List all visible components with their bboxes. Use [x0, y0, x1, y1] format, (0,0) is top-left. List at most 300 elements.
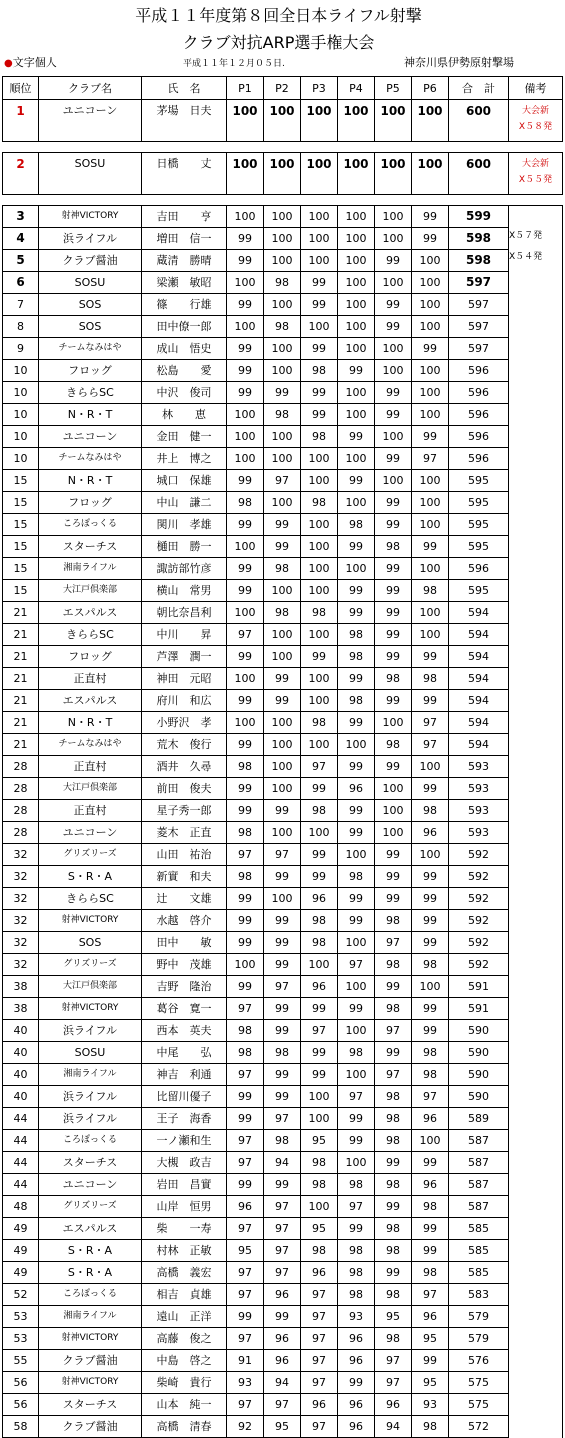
- total-cell: 590: [449, 1086, 509, 1108]
- results-table: [2, 76, 563, 1438]
- p3-cell: 100: [301, 558, 338, 580]
- total-cell: 595: [449, 580, 509, 602]
- category-badge: [4, 56, 57, 71]
- p2-cell: 97: [264, 976, 301, 998]
- p2-cell: 99: [264, 1064, 301, 1086]
- p3-cell: 100: [301, 100, 338, 142]
- rank-cell: 8: [3, 316, 39, 338]
- p1-cell: 97: [227, 844, 264, 866]
- table-row: [3, 668, 563, 690]
- p4-cell: 98: [338, 1042, 375, 1064]
- table-row: [3, 888, 563, 910]
- p4-cell: 100: [338, 448, 375, 470]
- club-cell: フロッグ: [39, 492, 142, 514]
- p2-cell: 98: [264, 1042, 301, 1064]
- p2-cell: 98: [264, 404, 301, 426]
- p6-cell: 100: [412, 382, 449, 404]
- record-note: 大会新: [521, 159, 549, 169]
- name-cell: 日橋 丈: [142, 153, 227, 195]
- table-row: [3, 426, 563, 448]
- p6-cell: 100: [412, 624, 449, 646]
- total-cell: 583: [449, 1284, 509, 1306]
- p5-cell: 100: [375, 712, 412, 734]
- club-cell: チームなみはや: [39, 734, 142, 756]
- p5-cell: 99: [375, 1042, 412, 1064]
- p2-cell: 99: [264, 998, 301, 1020]
- p6-cell: 99: [412, 426, 449, 448]
- table-row: [3, 602, 563, 624]
- p5-cell: 99: [375, 624, 412, 646]
- rank-cell: 32: [3, 888, 39, 910]
- p3-cell: 99: [301, 778, 338, 800]
- total-cell: 590: [449, 1020, 509, 1042]
- p1-cell: 99: [227, 338, 264, 360]
- p5-cell: 99: [375, 580, 412, 602]
- total-cell: 592: [449, 866, 509, 888]
- p5-cell: 98: [375, 1284, 412, 1306]
- name-cell: 井上 博之: [142, 448, 227, 470]
- table-row: [3, 822, 563, 844]
- p4-cell: 99: [338, 888, 375, 910]
- record-note: 大会新: [521, 106, 549, 116]
- remarks-cell: [509, 1372, 563, 1394]
- name-cell: 神吉 利通: [142, 1064, 227, 1086]
- p2-cell: 100: [264, 448, 301, 470]
- p6-cell: 100: [412, 844, 449, 866]
- p5-cell: 99: [375, 1196, 412, 1218]
- p1-cell: 97: [227, 1262, 264, 1284]
- p3-cell: 100: [301, 514, 338, 536]
- p5-cell: 99: [375, 294, 412, 316]
- name-cell: 前田 俊夫: [142, 778, 227, 800]
- p5-cell: 98: [375, 1108, 412, 1130]
- club-cell: きららSC: [39, 382, 142, 404]
- name-cell: 一ノ瀬和生: [142, 1130, 227, 1152]
- remarks-cell: [509, 1152, 563, 1174]
- remarks-cell: [509, 976, 563, 998]
- club-cell: グリズリーズ: [39, 954, 142, 976]
- name-cell: 蔵清 勝晴: [142, 250, 227, 272]
- p2-cell: 97: [264, 1240, 301, 1262]
- p3-cell: 99: [301, 1064, 338, 1086]
- club-cell: エスパルス: [39, 602, 142, 624]
- p2-cell: 100: [264, 624, 301, 646]
- club-cell: ころぽっくる: [39, 514, 142, 536]
- name-cell: 大槻 政吉: [142, 1152, 227, 1174]
- p6-cell: 100: [412, 756, 449, 778]
- total-cell: 592: [449, 954, 509, 976]
- p2-cell: 94: [264, 1372, 301, 1394]
- p2-cell: 99: [264, 514, 301, 536]
- total-cell: 594: [449, 690, 509, 712]
- p3-cell: 99: [301, 866, 338, 888]
- p3-cell: 99: [301, 1042, 338, 1064]
- p2-cell: 100: [264, 100, 301, 142]
- p5-cell: 97: [375, 1020, 412, 1042]
- rank-cell: 15: [3, 492, 39, 514]
- name-cell: 山岸 恒男: [142, 1196, 227, 1218]
- rank-cell: 49: [3, 1218, 39, 1240]
- p6-cell: 99: [412, 1020, 449, 1042]
- p6-cell: 98: [412, 1042, 449, 1064]
- remarks-cell: [509, 514, 563, 536]
- rank-cell: 10: [3, 448, 39, 470]
- name-cell: 遠山 正洋: [142, 1306, 227, 1328]
- p5-cell: 99: [375, 382, 412, 404]
- name-cell: 増田 信一: [142, 228, 227, 250]
- total-cell: 594: [449, 602, 509, 624]
- p2-cell: 98: [264, 558, 301, 580]
- p2-cell: 96: [264, 1350, 301, 1372]
- table-row: [3, 360, 563, 382]
- p1-cell: 97: [227, 1130, 264, 1152]
- total-cell: 596: [449, 558, 509, 580]
- name-cell: 梁瀬 敏昭: [142, 272, 227, 294]
- table-row: [3, 1306, 563, 1328]
- col-p3: P3: [301, 77, 338, 100]
- p3-cell: 98: [301, 602, 338, 624]
- p6-cell: 98: [412, 954, 449, 976]
- p6-cell: 99: [412, 998, 449, 1020]
- p5-cell: 98: [375, 1174, 412, 1196]
- p2-cell: 100: [264, 360, 301, 382]
- total-cell: 597: [449, 338, 509, 360]
- p5-cell: 99: [375, 756, 412, 778]
- p6-cell: 96: [412, 822, 449, 844]
- remarks-cell: [509, 1394, 563, 1416]
- p6-cell: 96: [412, 1108, 449, 1130]
- p2-cell: 99: [264, 954, 301, 976]
- remarks-cell: [509, 1042, 563, 1064]
- rank-cell: 56: [3, 1372, 39, 1394]
- p1-cell: 99: [227, 910, 264, 932]
- club-cell: スターチス: [39, 1152, 142, 1174]
- p5-cell: 94: [375, 1416, 412, 1438]
- table-row: [3, 646, 563, 668]
- p4-cell: 100: [338, 1064, 375, 1086]
- name-cell: 神田 元昭: [142, 668, 227, 690]
- p1-cell: 99: [227, 558, 264, 580]
- club-cell: S・R・A: [39, 866, 142, 888]
- remarks-cell: [509, 382, 563, 404]
- total-cell: 585: [449, 1262, 509, 1284]
- name-cell: 篠 行雄: [142, 294, 227, 316]
- p6-cell: 97: [412, 734, 449, 756]
- name-cell: 山本 純一: [142, 1394, 227, 1416]
- p2-cell: 100: [264, 646, 301, 668]
- p3-cell: 97: [301, 1372, 338, 1394]
- p3-cell: 98: [301, 360, 338, 382]
- p3-cell: 97: [301, 1020, 338, 1042]
- p6-cell: 100: [412, 272, 449, 294]
- p2-cell: 99: [264, 668, 301, 690]
- p5-cell: 99: [375, 492, 412, 514]
- p3-cell: 100: [301, 316, 338, 338]
- remarks-cell: [509, 690, 563, 712]
- p2-cell: 100: [264, 206, 301, 228]
- remarks-cell: [509, 646, 563, 668]
- p4-cell: 99: [338, 1108, 375, 1130]
- table-row: [3, 1416, 563, 1438]
- remarks-cell: [509, 1218, 563, 1240]
- club-cell: SOSU: [39, 153, 142, 195]
- p1-cell: 93: [227, 1372, 264, 1394]
- p4-cell: 98: [338, 514, 375, 536]
- remarks-cell: [509, 1306, 563, 1328]
- p1-cell: 99: [227, 470, 264, 492]
- p1-cell: 100: [227, 668, 264, 690]
- p1-cell: 91: [227, 1350, 264, 1372]
- p4-cell: 98: [338, 624, 375, 646]
- remarks-cell: [509, 294, 563, 316]
- club-cell: ユニコーン: [39, 822, 142, 844]
- rank-cell: 7: [3, 294, 39, 316]
- remarks-cell: [509, 866, 563, 888]
- p1-cell: 99: [227, 580, 264, 602]
- p6-cell: 99: [412, 338, 449, 360]
- club-cell: 湘南ライフル: [39, 558, 142, 580]
- p4-cell: 98: [338, 1174, 375, 1196]
- p4-cell: 100: [338, 338, 375, 360]
- total-cell: 589: [449, 1108, 509, 1130]
- p6-cell: 99: [412, 536, 449, 558]
- total-cell: 596: [449, 404, 509, 426]
- name-cell: 芦澤 潤一: [142, 646, 227, 668]
- p4-cell: 100: [338, 558, 375, 580]
- table-row: [3, 470, 563, 492]
- remarks-cell: [509, 360, 563, 382]
- p4-cell: 99: [338, 998, 375, 1020]
- p5-cell: 100: [375, 426, 412, 448]
- remarks-cell: [509, 100, 563, 142]
- p1-cell: 99: [227, 294, 264, 316]
- p6-cell: 100: [412, 558, 449, 580]
- p1-cell: 100: [227, 426, 264, 448]
- total-cell: 596: [449, 448, 509, 470]
- p3-cell: 96: [301, 888, 338, 910]
- name-cell: 金田 健一: [142, 426, 227, 448]
- p2-cell: 99: [264, 1306, 301, 1328]
- total-cell: 572: [449, 1416, 509, 1438]
- p3-cell: 95: [301, 1218, 338, 1240]
- p2-cell: 99: [264, 690, 301, 712]
- section-gap: [3, 195, 563, 206]
- p6-cell: 99: [412, 1152, 449, 1174]
- p2-cell: 97: [264, 470, 301, 492]
- rank-cell: 49: [3, 1262, 39, 1284]
- table-row: [3, 1108, 563, 1130]
- remarks-cell: [509, 844, 563, 866]
- p2-cell: 100: [264, 228, 301, 250]
- total-cell: 591: [449, 976, 509, 998]
- p1-cell: 100: [227, 272, 264, 294]
- remarks-cell: [509, 602, 563, 624]
- p1-cell: 96: [227, 1196, 264, 1218]
- name-cell: 高橋 清春: [142, 1416, 227, 1438]
- p2-cell: 100: [264, 153, 301, 195]
- red-dot-icon: ●: [4, 58, 13, 69]
- name-cell: 酒井 久尋: [142, 756, 227, 778]
- name-cell: 葛谷 寛一: [142, 998, 227, 1020]
- p6-cell: 98: [412, 668, 449, 690]
- total-cell: 595: [449, 536, 509, 558]
- table-row: [3, 998, 563, 1020]
- p3-cell: 98: [301, 1240, 338, 1262]
- p2-cell: 100: [264, 492, 301, 514]
- club-cell: 大江戸倶楽部: [39, 580, 142, 602]
- remarks-cell: [509, 1350, 563, 1372]
- p4-cell: 96: [338, 778, 375, 800]
- remarks-cell: [509, 470, 563, 492]
- remarks-cell: [509, 492, 563, 514]
- p5-cell: 97: [375, 1064, 412, 1086]
- p5-cell: 98: [375, 536, 412, 558]
- name-cell: 中尾 弘: [142, 1042, 227, 1064]
- rank-cell: 15: [3, 470, 39, 492]
- p1-cell: 100: [227, 206, 264, 228]
- p5-cell: 99: [375, 558, 412, 580]
- total-cell: 591: [449, 998, 509, 1020]
- remarks-cell: [509, 822, 563, 844]
- p2-cell: 98: [264, 1130, 301, 1152]
- p4-cell: 99: [338, 756, 375, 778]
- p1-cell: 99: [227, 1174, 264, 1196]
- p3-cell: 100: [301, 668, 338, 690]
- total-cell: 597: [449, 316, 509, 338]
- p4-cell: 98: [338, 1262, 375, 1284]
- table-row: [3, 624, 563, 646]
- p2-cell: 99: [264, 382, 301, 404]
- name-cell: 田中 敏: [142, 932, 227, 954]
- table-row: [3, 1240, 563, 1262]
- rank-cell: 28: [3, 778, 39, 800]
- total-cell: 585: [449, 1240, 509, 1262]
- rank-cell: 21: [3, 690, 39, 712]
- p2-cell: 98: [264, 316, 301, 338]
- table-row: [3, 1328, 563, 1350]
- p6-cell: 100: [412, 1130, 449, 1152]
- remarks-cell: [509, 1020, 563, 1042]
- x-count-note: X５４発: [509, 252, 543, 262]
- total-cell: 596: [449, 426, 509, 448]
- total-cell: 587: [449, 1130, 509, 1152]
- p5-cell: 100: [375, 360, 412, 382]
- table-row: [3, 1086, 563, 1108]
- rank-cell: 15: [3, 536, 39, 558]
- p6-cell: 99: [412, 206, 449, 228]
- p4-cell: 100: [338, 844, 375, 866]
- p3-cell: 99: [301, 404, 338, 426]
- p2-cell: 100: [264, 822, 301, 844]
- rank-cell: 44: [3, 1174, 39, 1196]
- club-cell: 浜ライフル: [39, 1086, 142, 1108]
- table-row: [3, 778, 563, 800]
- table-row: [3, 580, 563, 602]
- table-row: [3, 844, 563, 866]
- p2-cell: 100: [264, 888, 301, 910]
- p1-cell: 97: [227, 1328, 264, 1350]
- x-count-note: X５７発: [509, 231, 543, 241]
- total-cell: 587: [449, 1152, 509, 1174]
- rank-cell: 40: [3, 1020, 39, 1042]
- total-cell: 594: [449, 624, 509, 646]
- rank-cell: 2: [3, 153, 39, 195]
- club-cell: 射神VICTORY: [39, 206, 142, 228]
- report-header: [0, 0, 565, 78]
- p3-cell: 97: [301, 1350, 338, 1372]
- club-cell: SOS: [39, 316, 142, 338]
- p6-cell: 99: [412, 932, 449, 954]
- rank-cell: 10: [3, 426, 39, 448]
- total-cell: 594: [449, 668, 509, 690]
- club-cell: 浜ライフル: [39, 1020, 142, 1042]
- club-cell: クラブ醤油: [39, 250, 142, 272]
- p2-cell: 97: [264, 1196, 301, 1218]
- gap-cell: [3, 142, 563, 153]
- p2-cell: 99: [264, 1020, 301, 1042]
- p1-cell: 99: [227, 690, 264, 712]
- p3-cell: 100: [301, 822, 338, 844]
- remarks-cell: [509, 1064, 563, 1086]
- remarks-cell: [509, 206, 563, 294]
- p3-cell: 96: [301, 1262, 338, 1284]
- total-cell: 592: [449, 844, 509, 866]
- remarks-cell: [509, 153, 563, 195]
- p3-cell: 96: [301, 976, 338, 998]
- remarks-cell: [509, 338, 563, 360]
- club-cell: 大江戸倶楽部: [39, 976, 142, 998]
- remarks-cell: [509, 1108, 563, 1130]
- table-row: [3, 153, 563, 195]
- p5-cell: 98: [375, 1218, 412, 1240]
- club-cell: チームなみはや: [39, 448, 142, 470]
- table-row: [3, 1064, 563, 1086]
- p5-cell: 99: [375, 602, 412, 624]
- p2-cell: 100: [264, 580, 301, 602]
- total-cell: 592: [449, 910, 509, 932]
- remarks-cell: [509, 426, 563, 448]
- rank-cell: 10: [3, 382, 39, 404]
- p4-cell: 99: [338, 822, 375, 844]
- p6-cell: 100: [412, 514, 449, 536]
- rank-cell: 44: [3, 1108, 39, 1130]
- p3-cell: 98: [301, 492, 338, 514]
- club-cell: S・R・A: [39, 1240, 142, 1262]
- total-cell: 598: [449, 228, 509, 250]
- total-cell: 597: [449, 294, 509, 316]
- p5-cell: 99: [375, 646, 412, 668]
- rank-cell: 21: [3, 668, 39, 690]
- p6-cell: 100: [412, 294, 449, 316]
- total-cell: 585: [449, 1218, 509, 1240]
- col-p6: P6: [412, 77, 449, 100]
- name-cell: 中島 啓之: [142, 1350, 227, 1372]
- p1-cell: 100: [227, 602, 264, 624]
- p5-cell: 100: [375, 338, 412, 360]
- p1-cell: 98: [227, 822, 264, 844]
- table-row: [3, 1042, 563, 1064]
- name-cell: 王子 海香: [142, 1108, 227, 1130]
- p1-cell: 100: [227, 954, 264, 976]
- rank-cell: 32: [3, 954, 39, 976]
- p4-cell: 100: [338, 1152, 375, 1174]
- p3-cell: 100: [301, 153, 338, 195]
- p1-cell: 100: [227, 536, 264, 558]
- p5-cell: 99: [375, 1262, 412, 1284]
- p4-cell: 99: [338, 580, 375, 602]
- p6-cell: 98: [412, 1262, 449, 1284]
- p4-cell: 100: [338, 153, 375, 195]
